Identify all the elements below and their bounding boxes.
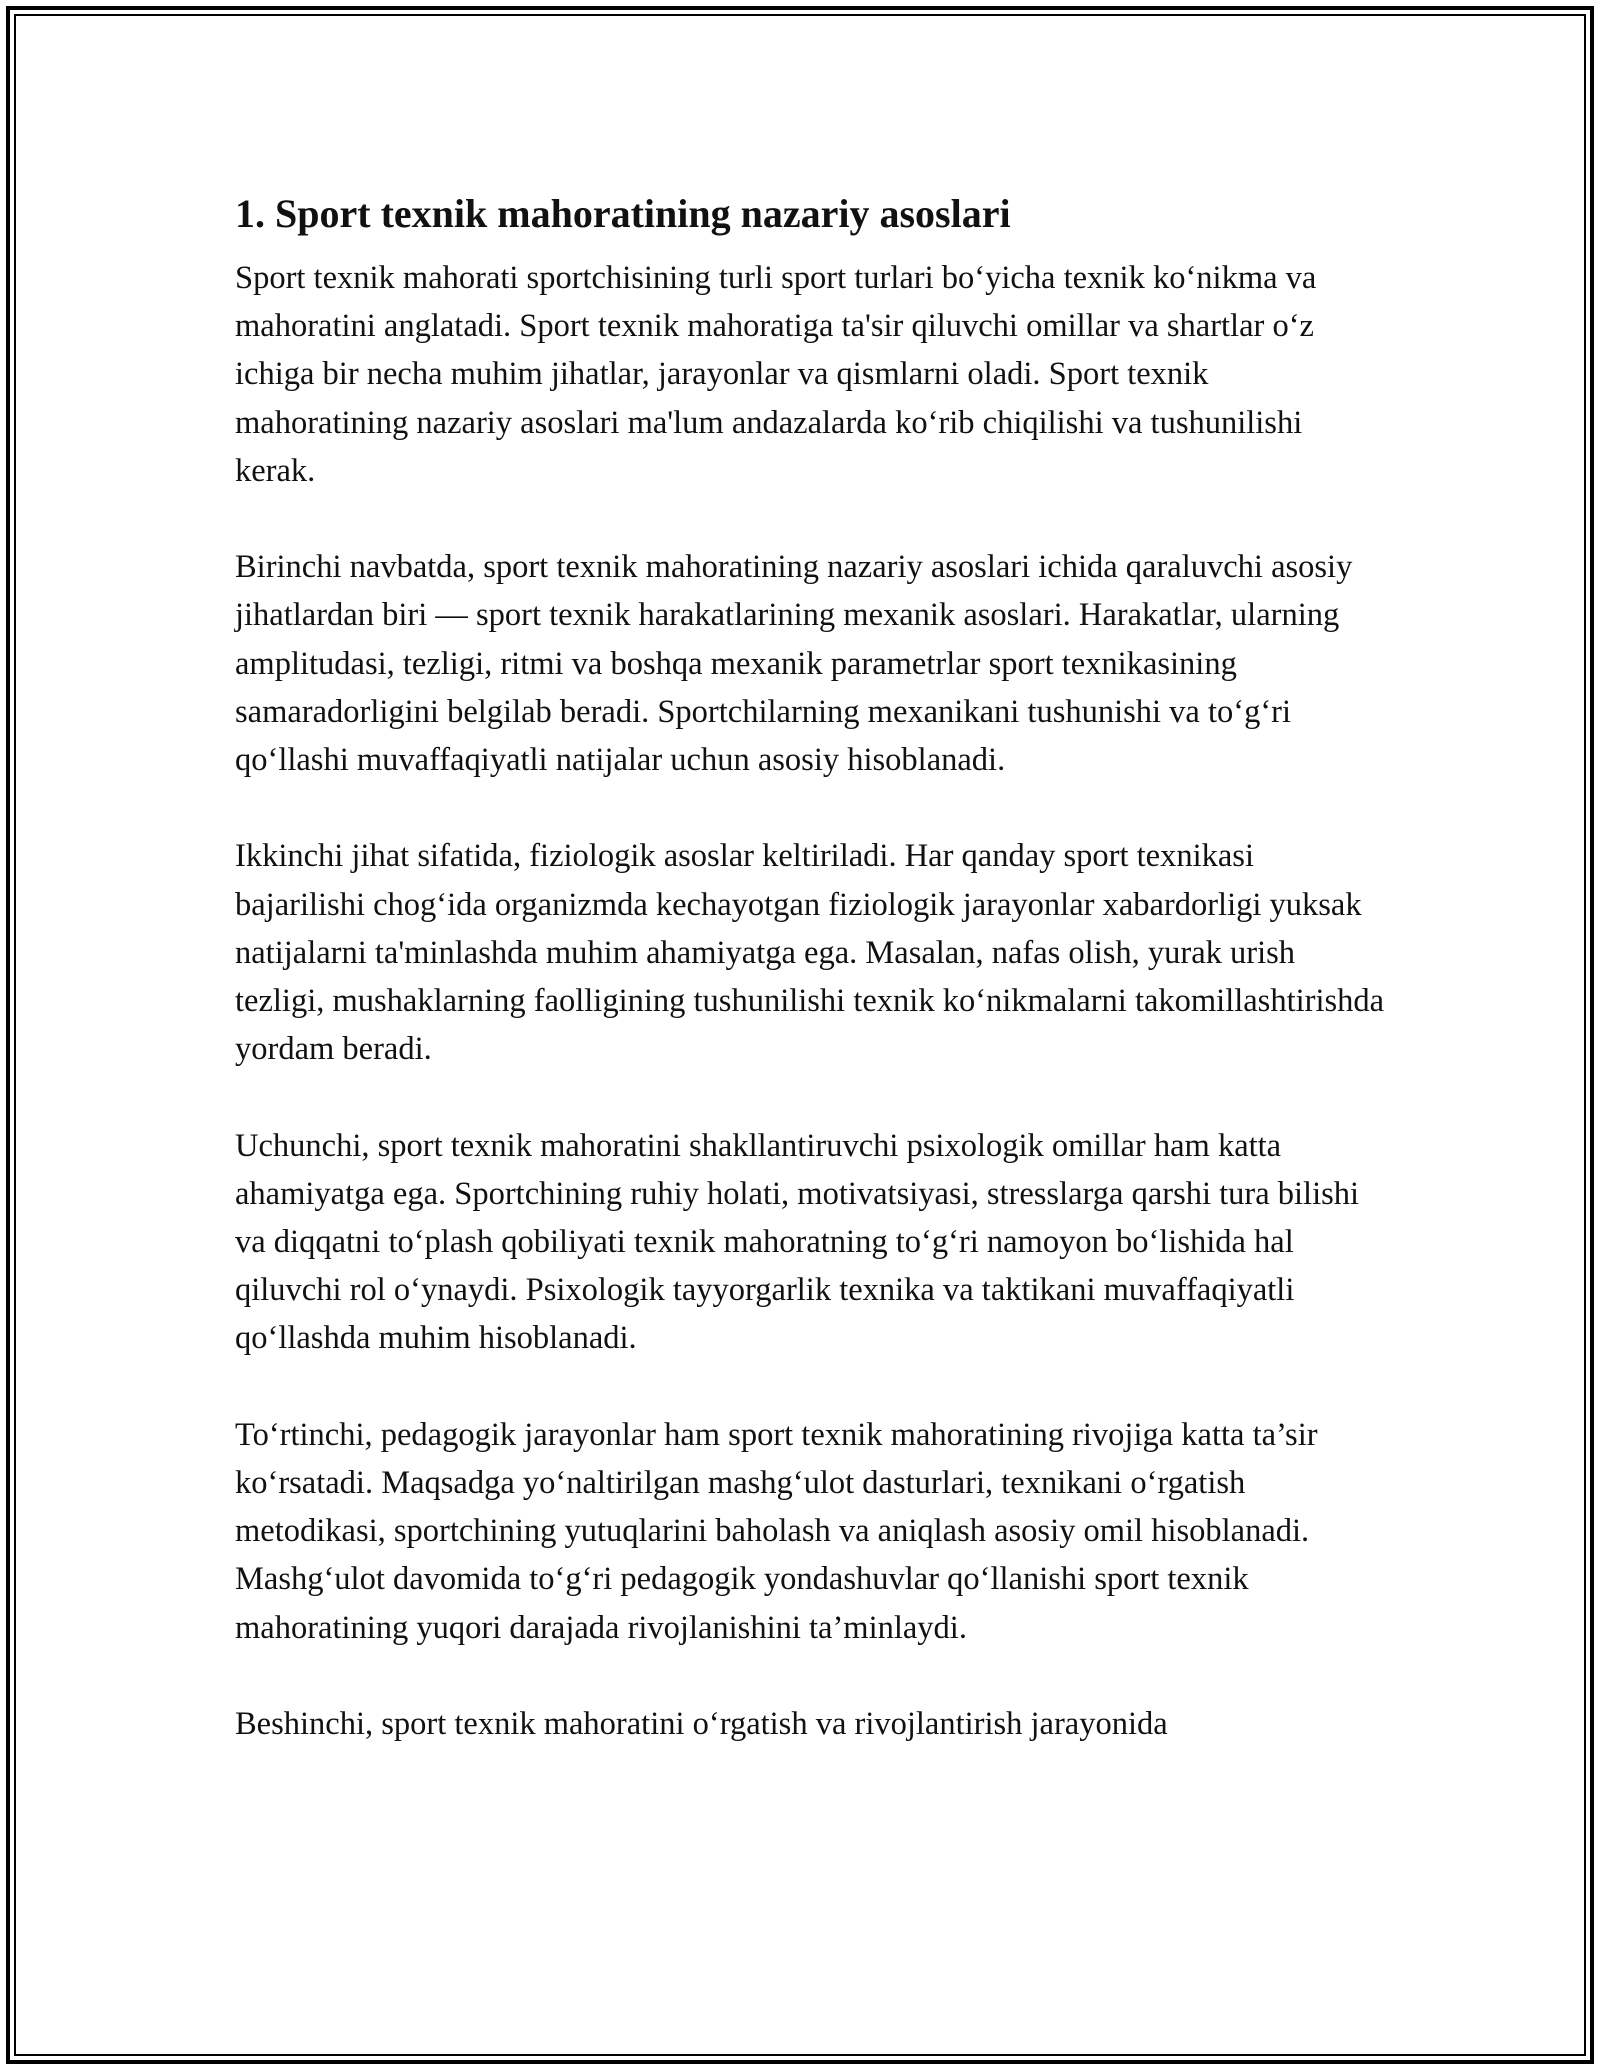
document-content bbox=[235, 186, 1385, 1796]
paragraph-pedagogical-processes: To‘rtinchi, pedagogik jarayonlar ham sport texnik mahoratining rivojiga katta ta’sir ko‘rsatadi. Maqsadga yo‘naltirilgan mashg‘ulot dasturlari, texnikani o‘rgatish metodikasi, sportchining yutuqlarini baholash va aniqlash asosiy omil hisoblanadi. Mashg‘ulot davomida to‘g‘ri pedagogik yondashuvlar qo‘llanishi sport texnik mahoratining yuqori darajada rivojlanishini ta’minlaydi. bbox=[235, 1416, 1318, 1646]
paragraph-physiological-basis: Ikkinchi jihat sifatida, fiziologik asoslar keltiriladi. Har qanday sport texnikasi bajarilishi chog‘ida organizmda kechayotgan fiziologik jarayonlar xabardorligi yuksak natijalarni ta'minlashda muhim ahamiyatga ega. Masalan, nafas olish, yurak urish tezligi, mushaklarning faolligining tushunilishi texnik ko‘nikmalarni takomillashtirishda yordam beradi. bbox=[235, 838, 1385, 1068]
paragraph-intro: Sport texnik mahorati sportchisining turli sport turlari bo‘yicha texnik ko‘nikma va mahoratini anglatadi. Sport texnik mahoratiga ta'sir qiluvchi omillar va shartlar o‘z ichiga bir necha muhim jihatlar, jarayonlar va qismlarni oladi. Sport texnik mahoratining nazariy asoslari ma'lum andazalarda ko‘rib chiqilishi va tushunilishi kerak. bbox=[235, 260, 1317, 489]
section-heading: 1. Sport texnik mahoratining nazariy asoslari bbox=[235, 191, 1011, 236]
paragraph-psychological-factors: Uchunchi, sport texnik mahoratini shakllantiruvchi psixologik omillar ham katta ahamiyatga ega. Sportchining ruhiy holati, motivatsiyasi, stresslarga qarshi tura bilishi va diqqatni to‘plash qobiliyati texnik mahoratning to‘g‘ri namoyon bo‘lishida hal qiluvchi rol o‘ynaydi. Psixologik tayyorgarlik texnika va taktikani muvaffaqiyatli qo‘llashda muhim hisoblanadi. bbox=[235, 1127, 1360, 1357]
paragraph-fifth-point: Beshinchi, sport texnik mahoratini o‘rgatish va rivojlantirish jarayonida bbox=[235, 1706, 1168, 1743]
paragraph-mechanical-basis: Birinchi navbatda, sport texnik mahoratining nazariy asoslari ichida qaraluvchi asosiy jihatlardan biri — sport texnik harakatlarining mexanik asoslari. Harakatlar, ularning amplitudasi, tezligi, ritmi va boshqa mexanik parametrlar sport texnikasining samaradorligini belgilab beradi. Sportchilarning mexanikani tushunishi va to‘g‘ri qo‘llashi muvaffaqiyatli natijalar uchun asosiy hisoblanadi. bbox=[235, 549, 1353, 779]
